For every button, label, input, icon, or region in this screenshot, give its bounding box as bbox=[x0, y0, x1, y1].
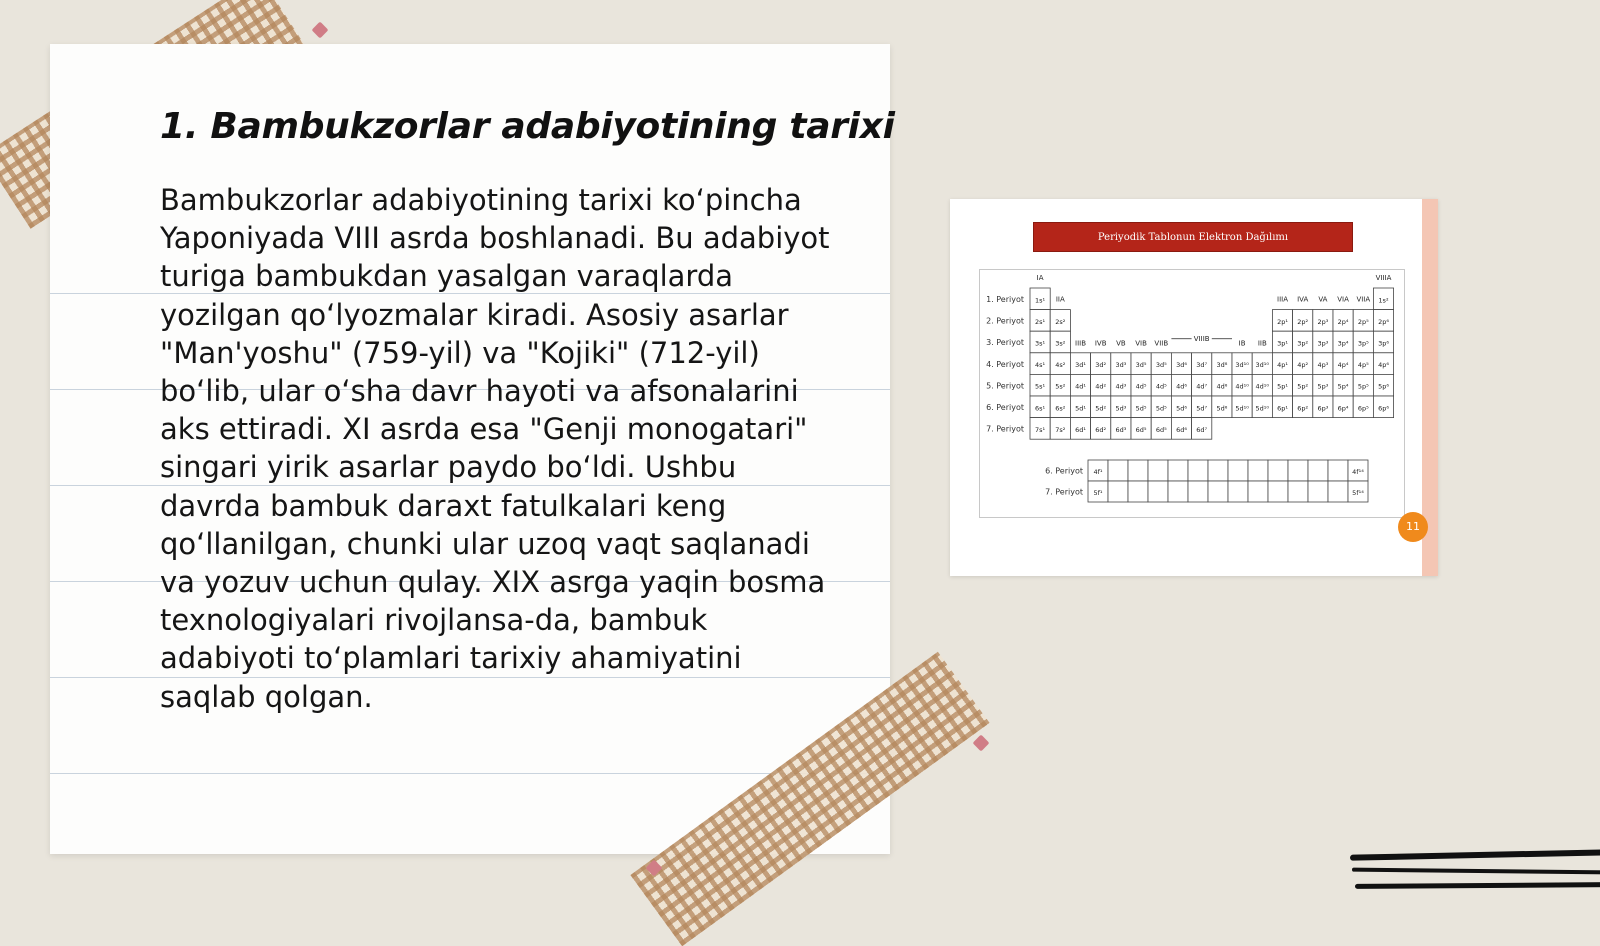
period-label: 3. Periyot bbox=[986, 338, 1024, 348]
electron-config-label: 6d⁵ bbox=[1135, 425, 1147, 434]
electron-config-label: 2p² bbox=[1297, 317, 1309, 326]
electron-config-label: 3p⁴ bbox=[1337, 339, 1349, 348]
electron-config-label: 4p² bbox=[1297, 361, 1309, 370]
f-block-cell bbox=[1288, 460, 1308, 481]
f-block-cell bbox=[1208, 460, 1228, 481]
electron-config-label: 2p⁵ bbox=[1357, 317, 1369, 326]
electron-config-label: 5p⁶ bbox=[1378, 382, 1389, 391]
electron-config-label: 3p⁵ bbox=[1357, 339, 1369, 348]
electron-config-label: 5d³ bbox=[1115, 404, 1127, 413]
f-block-cell bbox=[1148, 481, 1168, 502]
electron-config-label: 6p² bbox=[1297, 404, 1309, 413]
electron-config-label: 4d⁷ bbox=[1196, 382, 1208, 391]
period-label: 6. Periyot bbox=[986, 403, 1024, 413]
electron-config-label: 4p³ bbox=[1317, 361, 1329, 370]
electron-config-label: 5p¹ bbox=[1277, 382, 1288, 391]
electron-config-label: 6p⁶ bbox=[1378, 404, 1389, 413]
electron-config-label: 2p³ bbox=[1317, 317, 1329, 326]
group-label: IIIA bbox=[1277, 295, 1288, 304]
f-block-cell bbox=[1188, 460, 1208, 481]
electron-config-label: 7s¹ bbox=[1035, 425, 1046, 434]
electron-config-label: 5d⁷ bbox=[1196, 404, 1208, 413]
electron-config-label: 3d⁸ bbox=[1216, 361, 1228, 370]
electron-config-label: 6s² bbox=[1055, 404, 1066, 413]
electron-config-label: 6d¹ bbox=[1075, 425, 1086, 434]
f-block-cell bbox=[1228, 460, 1248, 481]
electron-config-label: 6p³ bbox=[1317, 404, 1329, 413]
periodic-table-grid bbox=[980, 270, 1404, 517]
f-block-cell bbox=[1108, 460, 1128, 481]
f-block-cell bbox=[1128, 481, 1148, 502]
group-label: VIIB bbox=[1154, 339, 1169, 348]
group-label: IVA bbox=[1297, 295, 1309, 304]
electron-config-label: 4d¹ bbox=[1075, 382, 1086, 391]
period-label: 1. Periyot bbox=[986, 295, 1024, 305]
group-label: IIA bbox=[1055, 295, 1065, 304]
electron-config-label: 4p⁴ bbox=[1337, 361, 1349, 370]
electron-config-label: 6d³ bbox=[1115, 425, 1127, 434]
f-block-cell bbox=[1128, 460, 1148, 481]
electron-config-label: 2s¹ bbox=[1035, 317, 1046, 326]
f-block-cell bbox=[1188, 481, 1208, 502]
electron-config-label: 3d⁷ bbox=[1196, 361, 1208, 370]
f-block-cell bbox=[1268, 481, 1288, 502]
f-block-cell bbox=[1268, 460, 1288, 481]
brush-stroke bbox=[1350, 849, 1600, 860]
periodic-table-frame bbox=[979, 269, 1405, 518]
electron-config-label: 4f¹ bbox=[1093, 467, 1103, 476]
group-label: VIIIA bbox=[1375, 274, 1392, 282]
electron-config-label: 3s¹ bbox=[1035, 339, 1046, 348]
electron-config-label: 5d⁶ bbox=[1176, 404, 1187, 413]
electron-config-label: 3p¹ bbox=[1277, 339, 1288, 348]
electron-config-label: 5p⁴ bbox=[1337, 382, 1349, 391]
tape-pin-right bbox=[973, 735, 990, 752]
electron-config-label: 4p¹ bbox=[1277, 361, 1288, 370]
note-paper bbox=[50, 44, 895, 854]
electron-config-label: 3p⁶ bbox=[1378, 339, 1389, 348]
electron-config-label: 2p⁶ bbox=[1378, 317, 1389, 326]
electron-config-label: 3d² bbox=[1095, 361, 1107, 370]
electron-config-label: 3d⁶ bbox=[1176, 361, 1187, 370]
electron-config-label: 3p³ bbox=[1317, 339, 1329, 348]
electron-config-label: 4d¹⁰ bbox=[1235, 382, 1249, 391]
electron-config-label: 1s² bbox=[1378, 296, 1389, 305]
f-block-cell bbox=[1208, 481, 1228, 502]
group-label: VIIIB bbox=[1193, 334, 1210, 343]
brush-stroke bbox=[1355, 882, 1600, 889]
group-label: VB bbox=[1116, 339, 1126, 348]
periodic-table-banner: Periyodik Tablonun Elektron Dağılımı bbox=[1033, 222, 1353, 252]
electron-config-label: 6s¹ bbox=[1035, 404, 1046, 413]
group-label: IB bbox=[1238, 339, 1246, 348]
group-label: VA bbox=[1318, 295, 1328, 304]
electron-config-label: 4p⁵ bbox=[1357, 361, 1369, 370]
f-block-cell bbox=[1168, 460, 1188, 481]
f-block-cell bbox=[1108, 481, 1128, 502]
electron-config-label: 6d⁵ bbox=[1155, 425, 1167, 434]
period-label: 6. Periyot bbox=[1045, 466, 1083, 476]
electron-config-label: 5s² bbox=[1055, 382, 1066, 391]
electron-config-label: 2p⁴ bbox=[1337, 317, 1349, 326]
f-block-cell bbox=[1148, 460, 1168, 481]
electron-config-label: 5d⁵ bbox=[1155, 404, 1167, 413]
page-number-badge: 11 bbox=[1398, 512, 1428, 542]
period-label: 7. Periyot bbox=[1045, 487, 1083, 497]
electron-config-label: 4d⁵ bbox=[1155, 382, 1167, 391]
f-block-cell bbox=[1308, 481, 1328, 502]
electron-config-label: 4f¹⁴ bbox=[1352, 467, 1364, 476]
group-label: VIB bbox=[1135, 339, 1147, 348]
electron-config-label: 3d¹⁰ bbox=[1235, 361, 1249, 370]
slide-body-text: Bambukzorlar adabiyotining tarixi ko‘pincha Yaponiyada VIII asrda boshlanadi. Bu adabiyot turiga bambukdan yasalgan varaqlarda yozilgan qo‘lyozmalar kiradi. Asosiy asarlar "Man'yoshu" (759-yil) va "Kojiki" (712-yil) bo‘lib, ular o‘sha davr hayoti va afsonalarini aks ettiradi. XI asrda esa "Genji monogatari" singari yirik asarlar paydo bo‘ldi. Ushbu davrda bambuk daraxt fatulkalari keng qo‘llanilgan, chunki ular uzoq vaqt saqlanadi va yozuv uchun qulay. XIX asrga yaqin bosma texnologiyalari rivojlansa-da, bambuk adabiyoti to‘plamlari tarixiy ahamiyatini saqlab qolgan. bbox=[160, 183, 830, 714]
group-label: VIIA bbox=[1356, 295, 1371, 304]
slide-title: 1. Bambukzorlar adabiyotining tarixi bbox=[160, 106, 895, 147]
electron-config-label: 6p⁵ bbox=[1357, 404, 1369, 413]
electron-config-label: 4p⁶ bbox=[1378, 361, 1389, 370]
f-block-cell bbox=[1248, 460, 1268, 481]
electron-config-label: 4d⁵ bbox=[1135, 382, 1147, 391]
f-block-cell bbox=[1328, 460, 1348, 481]
group-label: IIIB bbox=[1075, 339, 1086, 348]
f-block-cell bbox=[1228, 481, 1248, 502]
period-label: 5. Periyot bbox=[986, 381, 1024, 391]
electron-config-label: 3d⁵ bbox=[1135, 361, 1147, 370]
electron-config-label: 3d³ bbox=[1115, 361, 1127, 370]
electron-config-label: 5f¹ bbox=[1093, 488, 1103, 497]
group-label: IVB bbox=[1094, 339, 1107, 348]
electron-config-label: 4s¹ bbox=[1035, 361, 1046, 370]
f-block-cell bbox=[1288, 481, 1308, 502]
electron-config-label: 2s² bbox=[1055, 317, 1066, 326]
electron-config-label: 5d⁸ bbox=[1216, 404, 1228, 413]
f-block-cell bbox=[1308, 460, 1328, 481]
f-block-cell bbox=[1168, 481, 1188, 502]
electron-config-label: 2p¹ bbox=[1277, 317, 1288, 326]
electron-config-label: 4d¹⁰ bbox=[1255, 382, 1270, 391]
periodic-table-image bbox=[950, 199, 1438, 576]
paper-rule bbox=[50, 773, 890, 774]
group-label: VIA bbox=[1337, 295, 1349, 304]
electron-config-label: 3p² bbox=[1297, 339, 1309, 348]
electron-config-label: 6p¹ bbox=[1277, 404, 1288, 413]
electron-config-label: 5p³ bbox=[1317, 382, 1329, 391]
electron-config-label: 5f¹⁴ bbox=[1352, 488, 1364, 497]
electron-config-label: 4s² bbox=[1055, 361, 1066, 370]
electron-config-label: 5d² bbox=[1095, 404, 1107, 413]
electron-config-label: 5d¹⁰ bbox=[1255, 404, 1270, 413]
electron-config-label: 5d¹⁰ bbox=[1235, 404, 1249, 413]
group-label: IIB bbox=[1257, 339, 1267, 348]
electron-config-label: 4d⁸ bbox=[1216, 382, 1228, 391]
electron-config-label: 5s¹ bbox=[1035, 382, 1046, 391]
electron-config-label: 4d⁶ bbox=[1176, 382, 1187, 391]
electron-config-label: 5p² bbox=[1297, 382, 1309, 391]
electron-config-label: 1s¹ bbox=[1035, 296, 1046, 305]
electron-config-label: 3d¹ bbox=[1075, 361, 1086, 370]
electron-config-label: 5d¹ bbox=[1075, 404, 1086, 413]
electron-config-label: 6d⁷ bbox=[1196, 425, 1208, 434]
electron-config-label: 3d⁵ bbox=[1155, 361, 1167, 370]
period-label: 2. Periyot bbox=[986, 316, 1024, 326]
electron-config-label: 3d¹⁰ bbox=[1255, 361, 1270, 370]
f-block-cell bbox=[1248, 481, 1268, 502]
electron-config-label: 6p⁴ bbox=[1337, 404, 1349, 413]
electron-config-label: 4d³ bbox=[1115, 382, 1127, 391]
period-label: 4. Periyot bbox=[986, 359, 1024, 369]
electron-config-label: 3s² bbox=[1055, 339, 1066, 348]
electron-config-label: 7s² bbox=[1055, 425, 1066, 434]
electron-config-label: 5p⁵ bbox=[1357, 382, 1369, 391]
brush-stroke bbox=[1352, 868, 1600, 875]
period-label: 7. Periyot bbox=[986, 424, 1024, 434]
electron-config-label: 4d² bbox=[1095, 382, 1107, 391]
electron-config-label: 6d² bbox=[1095, 425, 1107, 434]
f-block-cell bbox=[1328, 481, 1348, 502]
tape-pin-top bbox=[312, 22, 329, 39]
electron-config-label: 5d⁵ bbox=[1135, 404, 1147, 413]
electron-config-label: 6d⁶ bbox=[1176, 425, 1187, 434]
group-label: IA bbox=[1036, 274, 1044, 282]
